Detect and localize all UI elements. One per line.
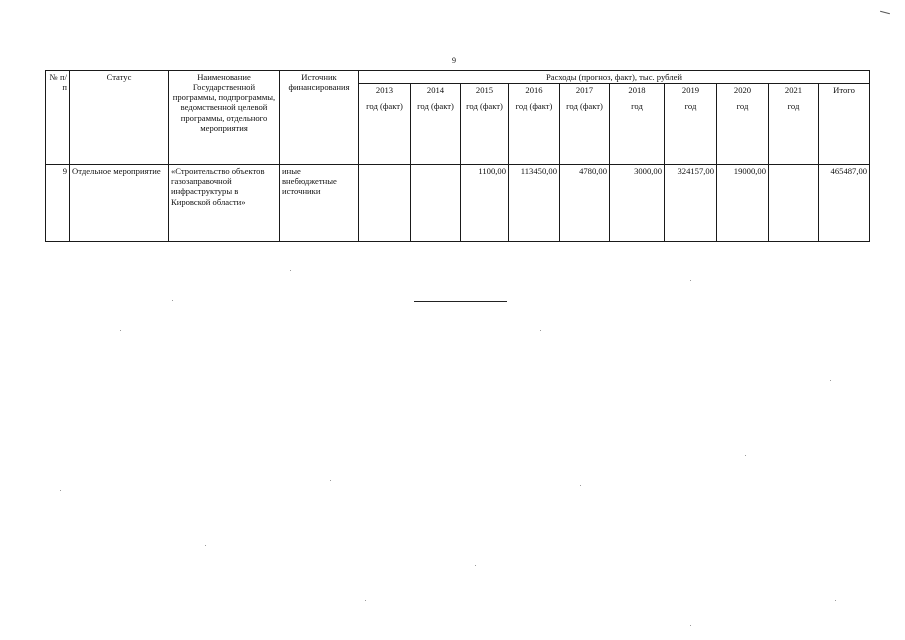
- header-expenses: Расходы (прогноз, факт), тыс. рублей: [359, 71, 870, 84]
- scan-speck: [830, 380, 831, 381]
- header-total: Итого: [819, 84, 870, 165]
- header-year-2015: [461, 84, 509, 165]
- year-kind: год (факт): [515, 101, 553, 112]
- cell-value-2014: [411, 165, 461, 242]
- cell-value-2021: [769, 165, 819, 242]
- scan-speck: [580, 485, 581, 486]
- scan-speck: [745, 455, 746, 456]
- year-kind: год (факт): [466, 101, 503, 112]
- cell-value-2019: 324157,00: [665, 165, 717, 242]
- page-number: 9: [452, 56, 456, 65]
- scan-speck: [690, 280, 691, 281]
- cell-status: Отдельное мероприятие: [70, 165, 169, 242]
- year-kind: год (факт): [417, 101, 454, 112]
- budget-table: [45, 70, 870, 242]
- scan-speck: [290, 270, 291, 271]
- header-status: Статус: [70, 71, 169, 165]
- cell-value-2013: [359, 165, 411, 242]
- scan-speck: [330, 480, 331, 481]
- cell-value-2016: 113450,00: [509, 165, 560, 242]
- header-year-2019: [665, 84, 717, 165]
- cell-value-2017: 4780,00: [560, 165, 610, 242]
- year-label: 2020: [733, 85, 752, 96]
- year-label: 2018: [628, 85, 646, 96]
- scan-speck: [835, 600, 836, 601]
- year-label: 2016: [525, 85, 543, 96]
- scan-mark: [880, 11, 890, 14]
- header-row-top: [46, 71, 870, 84]
- header-name: Наименование Государственной программы, подпрограммы, ведомственной целевой программы, отдельного мероприятия: [169, 71, 280, 165]
- end-rule: [414, 301, 507, 302]
- year-label: 2013: [375, 85, 394, 96]
- header-year-2018: [610, 84, 665, 165]
- year-kind: год (факт): [366, 101, 403, 112]
- scan-speck: [172, 300, 173, 301]
- cell-total: 465487,00: [819, 165, 870, 242]
- table-row: [46, 165, 870, 242]
- header-year-2016: [509, 84, 560, 165]
- cell-value-2018: 3000,00: [610, 165, 665, 242]
- scan-speck: [475, 565, 476, 566]
- year-kind: год (факт): [566, 101, 603, 112]
- header-year-2020: [717, 84, 769, 165]
- header-year-2017: [560, 84, 610, 165]
- cell-value-2020: 19000,00: [717, 165, 769, 242]
- header-year-2021: [769, 84, 819, 165]
- year-label: 2019: [681, 85, 700, 96]
- cell-name: «Строительство объектов газозаправочной инфраструктуры в Кировской области»: [169, 165, 280, 242]
- year-kind: год: [631, 101, 643, 112]
- year-label: 2015: [475, 85, 494, 96]
- year-label: 2017: [575, 85, 594, 96]
- year-label: 2014: [426, 85, 445, 96]
- year-kind: год: [684, 101, 697, 112]
- year-kind: год: [736, 101, 749, 112]
- cell-source: иные внебюджетные источники: [280, 165, 359, 242]
- scan-speck: [120, 330, 121, 331]
- scan-speck: [540, 330, 541, 331]
- cell-value-2015: 1100,00: [461, 165, 509, 242]
- year-label: 2021: [784, 85, 803, 96]
- scan-speck: [60, 490, 61, 491]
- header-num: № п/п: [46, 71, 70, 165]
- header-year-2013: [359, 84, 411, 165]
- scan-speck: [690, 625, 691, 626]
- header-year-2014: [411, 84, 461, 165]
- year-kind: год: [787, 101, 800, 112]
- scan-speck: [205, 545, 206, 546]
- header-source: Источник финансирования: [280, 71, 359, 165]
- scan-speck: [365, 600, 366, 601]
- cell-num: 9: [46, 165, 70, 242]
